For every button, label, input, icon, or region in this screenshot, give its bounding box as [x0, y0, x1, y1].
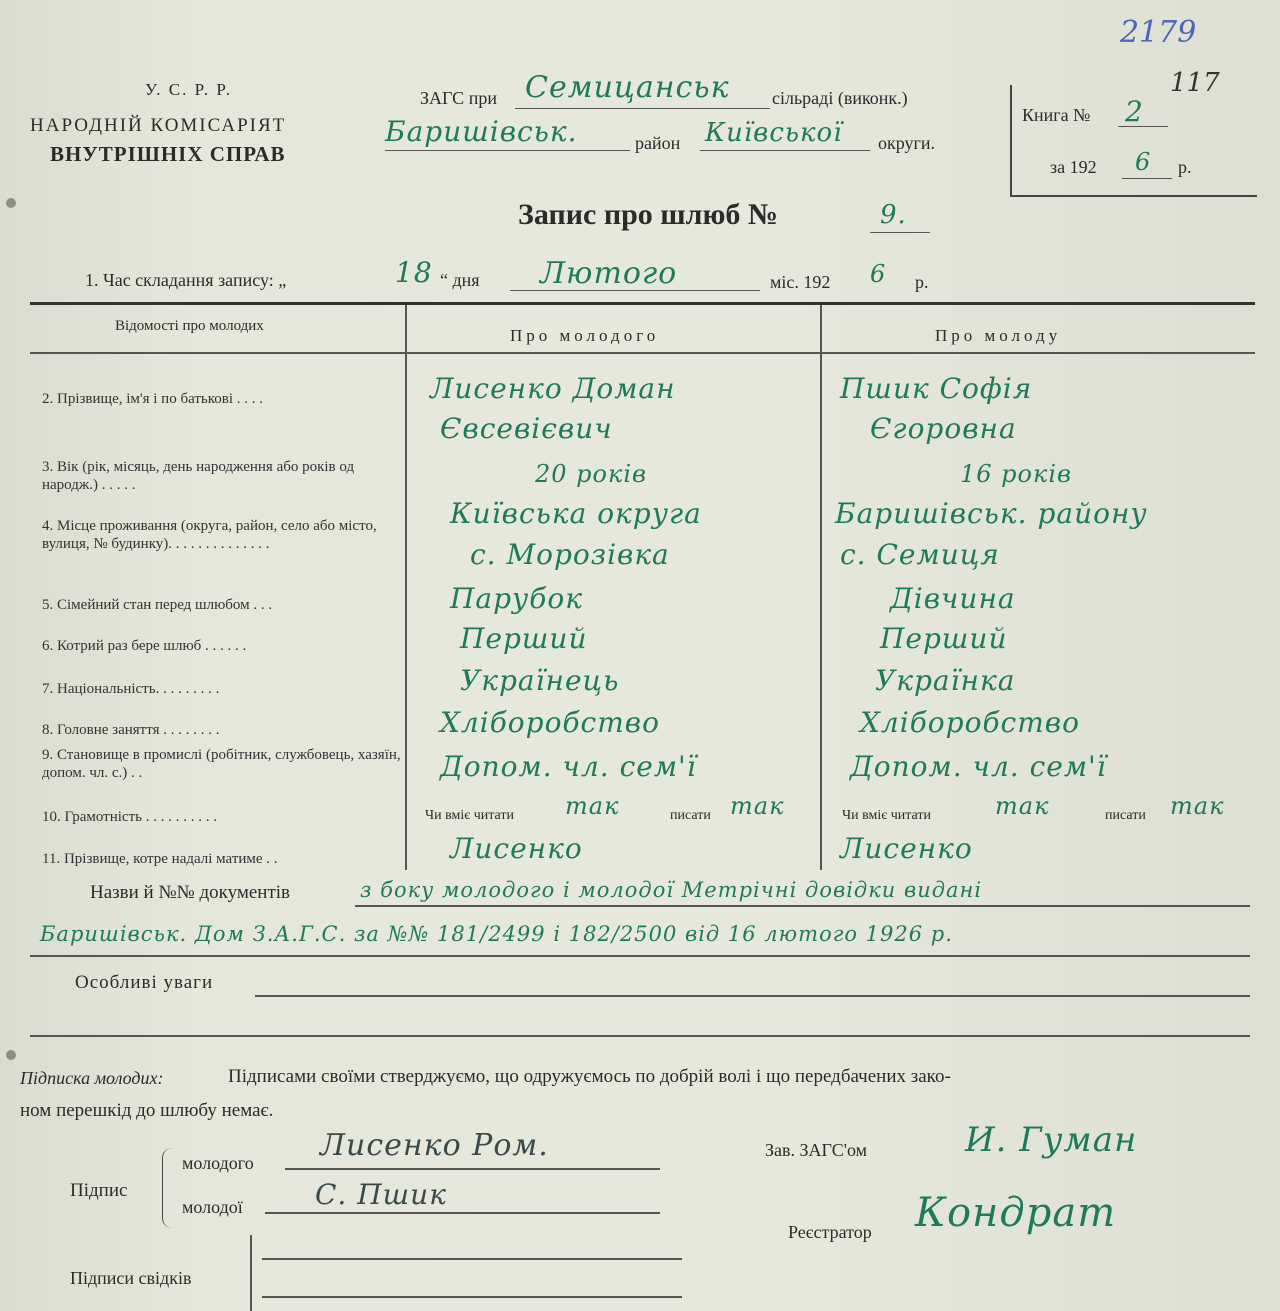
commissariat-line1: НАРОДНІЙ КОМІСАРІЯТ — [30, 115, 287, 136]
book-label: Книга № — [1022, 105, 1091, 125]
year-underline — [1122, 178, 1172, 179]
witness-line-1 — [262, 1258, 682, 1260]
bride-occupation: Хліборобство — [860, 706, 1080, 739]
bride-can-write-label: писати — [1105, 808, 1146, 823]
row-label-nationality: 7. Національність. . . . . . . . . — [42, 681, 220, 697]
year-suffix: р. — [1178, 157, 1192, 177]
groom-status: Допом. чл. сем'ї — [440, 750, 697, 783]
groom-times: Перший — [460, 622, 588, 655]
table-header-info: Відомості про молодих — [115, 318, 264, 334]
bride-status: Допом. чл. сем'ї — [850, 750, 1107, 783]
documents-underline-2 — [30, 955, 1250, 957]
table-top-rule — [30, 302, 1255, 305]
documents-hand-line1: з боку молодого і молодої Метрічні довідки видані — [360, 878, 983, 902]
signature-label: Підпис — [70, 1180, 128, 1201]
bride-signature: С. Пшик — [315, 1178, 447, 1211]
groom-can-read-label: Чи вміє читати — [425, 808, 515, 823]
groom-name: Лисенко Доман — [430, 372, 676, 405]
record-title: Запис про шлюб № — [518, 198, 779, 231]
zags-village-hand: Семицанськ — [525, 70, 730, 105]
bride-patronymic: Єгоровна — [870, 412, 1017, 445]
zags-head-signature: И. Гуман — [965, 1120, 1138, 1160]
district-underline — [385, 150, 630, 151]
table-header-bride: Про молоду — [935, 326, 1062, 345]
pledge-text-line2: ном перешкід до шлюбу немає. — [20, 1100, 274, 1121]
bride-times: Перший — [880, 622, 1008, 655]
groom-occupation: Хліборобство — [440, 706, 660, 739]
row-label-status: 9. Становище в промислі (робітник, службовець, хазяїн, допом. чл. с.) . . — [42, 747, 401, 781]
record-number: 9. — [880, 200, 907, 230]
bride-age: 16 років — [960, 460, 1072, 488]
time-label: 1. Час складання запису: „ — [85, 270, 287, 290]
witnesses-label: Підписи свідків — [70, 1268, 192, 1288]
registrar-signature: Кондрат — [915, 1190, 1117, 1236]
row-label-marital: 5. Сімейний стан перед шлюбом . . . — [42, 597, 273, 613]
row-label-literacy: 10. Грамотність . . . . . . . . . . — [42, 809, 217, 825]
groom-write: так — [730, 792, 785, 820]
row-label-times: 6. Котрий раз бере шлюб . . . . . . — [42, 638, 247, 654]
book-number: 2 — [1125, 95, 1144, 128]
table-header-rule — [30, 352, 1255, 354]
table-col-divider-2 — [820, 305, 822, 870]
groom-nationality: Українець — [460, 664, 620, 697]
signature-brace — [162, 1148, 173, 1228]
bride-residence-2: с. Семиця — [840, 538, 1000, 571]
okruha-hand: Київської — [705, 118, 843, 148]
pledge-text-line1: Підписами своїми стверджуємо, що одружуємось по добрій волі і що передбачених зако- — [228, 1066, 951, 1087]
groom-patronymic: Євсевієвич — [440, 412, 613, 445]
book-underline — [1118, 126, 1168, 127]
row-label-residence: 4. Місце проживання (округа, район, село або місто, вулиця, № будинку). . . . . . . . . . . . . . — [42, 518, 377, 552]
witness-line-2 — [262, 1296, 682, 1298]
row-label-future-surname: 11. Прізвище, котре надалі матиме . . — [42, 851, 278, 867]
pledge-title: Підписка молодих: — [20, 1068, 164, 1088]
bride-nationality: Українка — [875, 664, 1016, 697]
binder-hole-bottom — [6, 1050, 16, 1060]
bride-residence-1: Баришівськ. району — [835, 497, 1148, 530]
notes-underline-1 — [255, 995, 1250, 997]
row-label-age: 3. Вік (рік, місяць, день народження або років од народж.) . . . . . — [42, 459, 355, 493]
zags-village-field — [515, 70, 770, 109]
bride-sig-line — [265, 1212, 660, 1214]
bride-future-surname: Лисенко — [840, 832, 973, 865]
district-label: район — [635, 133, 681, 153]
groom-can-write-label: писати — [670, 808, 711, 823]
record-month: Лютого — [540, 256, 678, 291]
witness-bracket — [250, 1235, 252, 1311]
row-label-name: 2. Прізвище, ім'я і по батькові . . . . — [42, 391, 264, 407]
groom-residence-2: с. Морозівка — [470, 538, 670, 571]
registrar-label: Реєстратор — [788, 1222, 872, 1242]
bride-can-read-label: Чи вміє читати — [842, 808, 932, 823]
year-label: за 192 — [1050, 157, 1097, 177]
record-year: 6 — [870, 260, 887, 288]
binder-hole-top — [6, 198, 16, 208]
groom-signature: Лисенко Ром. — [320, 1128, 549, 1163]
zags-head-label: Зав. ЗАГС'ом — [765, 1140, 867, 1160]
zags-prefix: ЗАГС при — [420, 88, 497, 108]
month-label: міс. 192 — [770, 272, 831, 292]
bride-write: так — [1170, 792, 1225, 820]
okruha-underline — [700, 150, 870, 151]
zags-suffix: сільраді (виконк.) — [772, 88, 908, 108]
bride-marital: Дівчина — [890, 582, 1016, 615]
district-hand: Баришівськ. — [385, 115, 578, 148]
republic-label: У. С. Р. Р. — [145, 80, 233, 99]
groom-sig-label: молодого — [182, 1153, 254, 1173]
groom-marital: Парубок — [450, 582, 583, 615]
groom-read: так — [565, 792, 620, 820]
archive-number: 2179 — [1120, 15, 1197, 50]
bride-read: так — [995, 792, 1050, 820]
documents-hand-line2: Баришівськ. Дом З.А.Г.С. за №№ 181/2499 і 182/2500 від 16 лютого 1926 р. — [40, 922, 953, 946]
archive-number2: 117 — [1170, 68, 1220, 98]
groom-residence-1: Київська округа — [450, 497, 702, 530]
record-day: 18 — [395, 256, 433, 289]
record-number-underline — [870, 232, 930, 233]
groom-future-surname: Лисенко — [450, 832, 583, 865]
table-header-groom: Про молодого — [510, 326, 660, 345]
table-col-divider-1 — [405, 305, 407, 870]
documents-underline-1 — [355, 905, 1250, 907]
month-underline — [510, 290, 760, 291]
row-label-occupation: 8. Головне заняття . . . . . . . . — [42, 722, 220, 738]
bride-sig-label: молодої — [182, 1197, 243, 1217]
documents-label: Назви й №№ документів — [90, 882, 291, 903]
record-year-suffix: р. — [915, 272, 929, 292]
commissariat-line2: ВНУТРІШНІХ СПРАВ — [50, 142, 286, 166]
year-hand: 6 — [1135, 148, 1152, 176]
okruha-label: округи. — [878, 133, 936, 153]
notes-label: Особливі уваги — [75, 972, 214, 993]
day-label: “ дня — [440, 270, 480, 290]
groom-age: 20 років — [535, 460, 647, 488]
bride-name: Пшик Софія — [840, 372, 1033, 405]
notes-underline-2 — [30, 1035, 1250, 1037]
groom-sig-line — [285, 1168, 660, 1170]
